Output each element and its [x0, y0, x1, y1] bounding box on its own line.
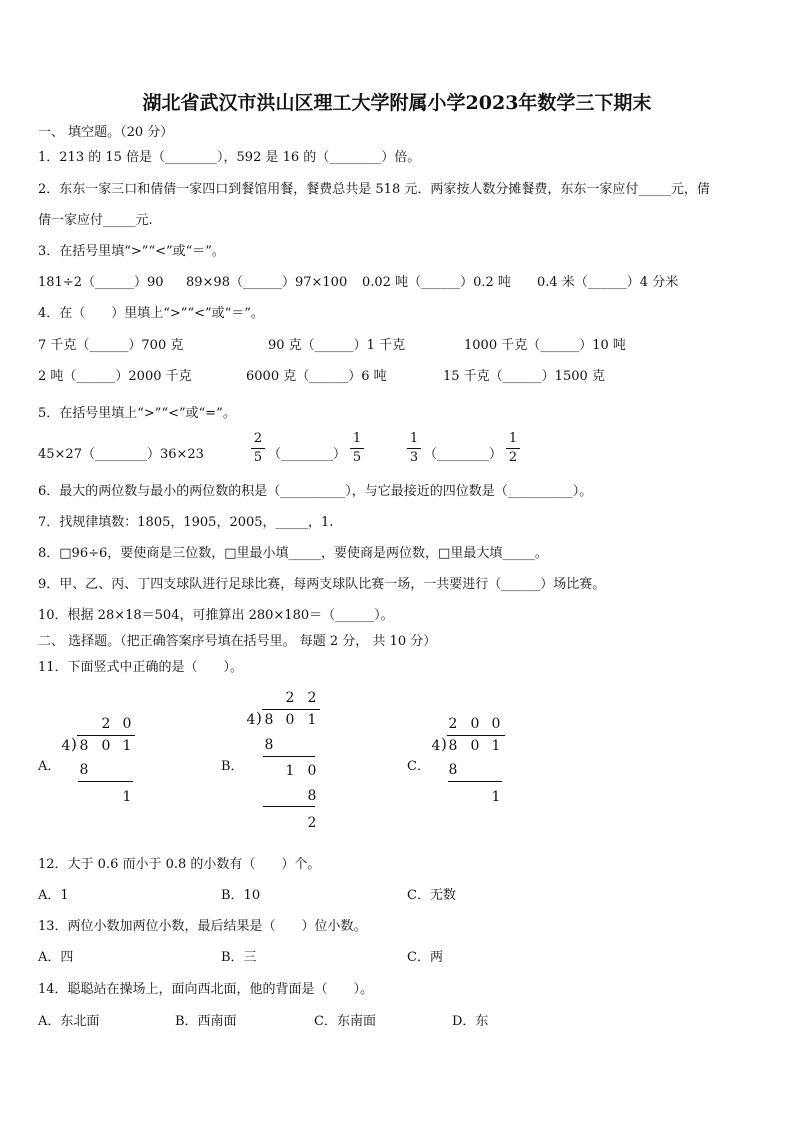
q3-item: 0.02 吨（______）0.2 吨 [362, 275, 511, 290]
option-d: D．东 [452, 1014, 489, 1029]
option-b: B．西南面 [175, 1014, 237, 1029]
q4-item: 90 克（______）1 千克 [268, 338, 406, 353]
option-a: A．四 [38, 950, 74, 965]
option-c: C．无数 [407, 888, 456, 903]
option-c: C．两 [407, 950, 443, 965]
question-9: 9．甲、乙、丙、丁四支球队进行足球比赛，每两支球队比赛一场，一共要进行（______）场比赛。 [38, 577, 606, 592]
q4-item: 2 吨（______）2000 千克 [38, 369, 192, 384]
option-a: A．1 [38, 888, 69, 903]
question-13: 13．两位小数加两位小数，最后结果是（ ）位小数。 [38, 919, 367, 934]
option-label: A． [38, 759, 61, 774]
question-7: 7．找规律填数：1805，1905，2005，_____，1. [38, 515, 334, 530]
fraction: 2 5 [251, 432, 265, 465]
question-1: 1．213 的 15 倍是（________），592 是 16 的（________）倍。 [38, 150, 421, 165]
question-11: 11．下面竖式中正确的是（ ）。 [38, 660, 244, 675]
question-5: 5．在括号里填上“>”“<”或“=”。 [38, 406, 236, 421]
q3-item: 0.4 米（______）4 分米 [537, 275, 679, 290]
section-choice-heading: 二、 选择题。（把正确答案序号填在括号里。 每题 2 分， 共 10 分） [38, 634, 437, 649]
option-a: A．东北面 [38, 1014, 100, 1029]
q3-item: 89×98（______）97×100 [186, 275, 348, 290]
answer-blank: （________） [268, 447, 347, 462]
question-6: 6．最大的两位数与最小的两位数的积是（__________），与它最接近的四位数是（__________）。 [38, 484, 593, 499]
question-2-line-1: 2．东东一家三口和倩倩一家四口到餐馆用餐，餐费总共是 518 元．两家按人数分摊餐费，东东一家应付_____元，倩 [38, 182, 710, 197]
fraction: 1 5 [350, 432, 364, 465]
q4-item: 7 千克（______）700 克 [38, 338, 184, 353]
question-3: 3．在括号里填“>”“<”或“＝”。 [38, 244, 225, 259]
question-4: 4．在（ ）里填上“>”“<”或“＝”。 [38, 306, 264, 321]
section-fill-blank-heading: 一、 填空题。（20 分） [38, 125, 174, 140]
option-b: B．三 [221, 950, 257, 965]
fraction: 1 3 [407, 432, 421, 465]
fraction: 1 2 [506, 432, 520, 465]
q4-item: 15 千克（______）1500 克 [443, 369, 605, 384]
q4-item: 1000 千克（______）10 吨 [464, 338, 626, 353]
q4-item: 6000 克（______）6 吨 [246, 369, 387, 384]
option-label: B． [221, 759, 244, 774]
q5-item-a: 45×27（________）36×23 [38, 447, 204, 462]
q3-item: 181÷2（______）90 [38, 275, 164, 290]
question-14: 14．聪聪站在操场上，面向西北面，他的背面是（ ）。 [38, 982, 374, 997]
answer-blank: （________） [424, 447, 503, 462]
question-12: 12．大于 0.6 而小于 0.8 的小数有（ ）个。 [38, 857, 321, 872]
question-8: 8．□96÷6，要使商是三位数，□里最小填_____，要使商是两位数，□里最大填_____。 [38, 546, 548, 561]
option-b: B．10 [221, 888, 261, 903]
option-label: C． [407, 759, 430, 774]
option-c: C．东南面 [314, 1014, 376, 1029]
question-2-line-2: 倩一家应付_____元. [38, 213, 153, 228]
page-title: 湖北省武汉市洪山区理工大学附属小学2023年数学三下期末 [142, 92, 652, 114]
question-10: 10．根据 28×18＝504，可推算出 280×180＝（______）。 [38, 608, 394, 623]
